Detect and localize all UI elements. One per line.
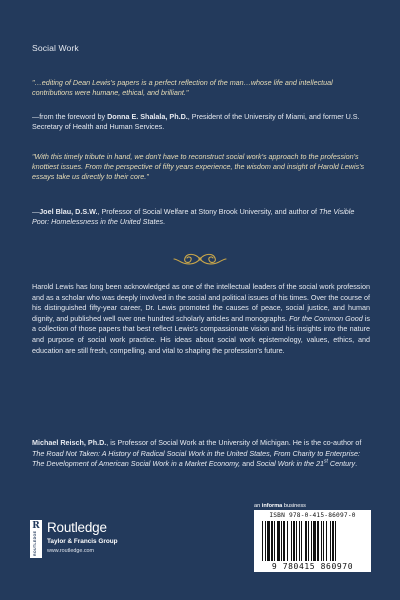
barcode-panel (254, 510, 371, 572)
barcode-icon (262, 521, 363, 561)
endorser-name-1: Donna E. Shalala, Ph.D. (107, 112, 188, 121)
informa-business-label: an informa business (254, 503, 306, 509)
endorsement-attribution-1: —from the foreword by Donna E. Shalala, Ph.D., President of the University of Miami, and former U.S. Secretary of Health and Human Services. (32, 112, 360, 131)
isbn-text: ISBN 978-0-415-86097-0 (269, 512, 356, 519)
endorsement-attribution-2: —Joel Blau, D.S.W., Professor of Social Welfare at Stony Brook University, and author of The Visible Poor: Homelessness in the United States. (32, 207, 355, 226)
endorsement-quote-1: "…editing of Dean Lewis's papers is a perfect reflection of the man…whose life and intellectual contributions were humane, ethical, and brilliant." (32, 78, 333, 97)
ornament-divider-icon (173, 251, 227, 267)
publisher-logo (30, 520, 170, 560)
category-label: Social Work (32, 43, 79, 53)
endorsement-quote-2: "With this timely tribute in hand, we don't have to reconstruct social work's approach to the profession's knottiest issues. From the perspective of fifty years experience, the wisdom and insight of Harold Lewis's essays take us directly to their core." (32, 152, 365, 181)
editor-name: Michael Reisch, Ph.D. (32, 438, 107, 447)
routledge-badge-icon: R ROUTLEDGE (30, 520, 42, 558)
publisher-url: www.routledge.com (47, 548, 95, 554)
book-title: For the Common Good (289, 313, 363, 323)
endorser-book-title: The Visible Poor: Homelessness in the United States (32, 207, 355, 226)
ean-number: 9 780415 860970 (271, 562, 354, 571)
endorser-name-2: Joel Blau, D.S.W. (39, 207, 98, 216)
editor-bio: Michael Reisch, Ph.D., is Professor of Social Work at the University of Michigan. He is the co-author of The Road Not Taken: A History of Radical Social Work in the United States, From Charity to Enterprise: The Development of American Social Work in a Market Economy, and Social Work in the 21st Century. (32, 438, 362, 469)
publisher-group: Taylor & Francis Group (47, 538, 118, 545)
publisher-name: Routledge (47, 520, 107, 535)
book-description: Harold Lewis has long been acknowledged as one of the intellectual leaders of the social work profession and as a scholar who was deeply involved in the social and political issues of his times. Over the course of his distinguished fifty-year career, Dr. Lewis promoted the causes of peace, social justice, and human dignity, and published well over one hundred scholarly articles and monographs. For the Common Good is a collection of those papers that best reflect Lewis's compassionate vision and his insights into the nature and purpose of social work practice. His ideas about social work epistemology, values, ethics, and education are still fresh, compelling, and vital to shaping the profession's future. (32, 282, 370, 355)
